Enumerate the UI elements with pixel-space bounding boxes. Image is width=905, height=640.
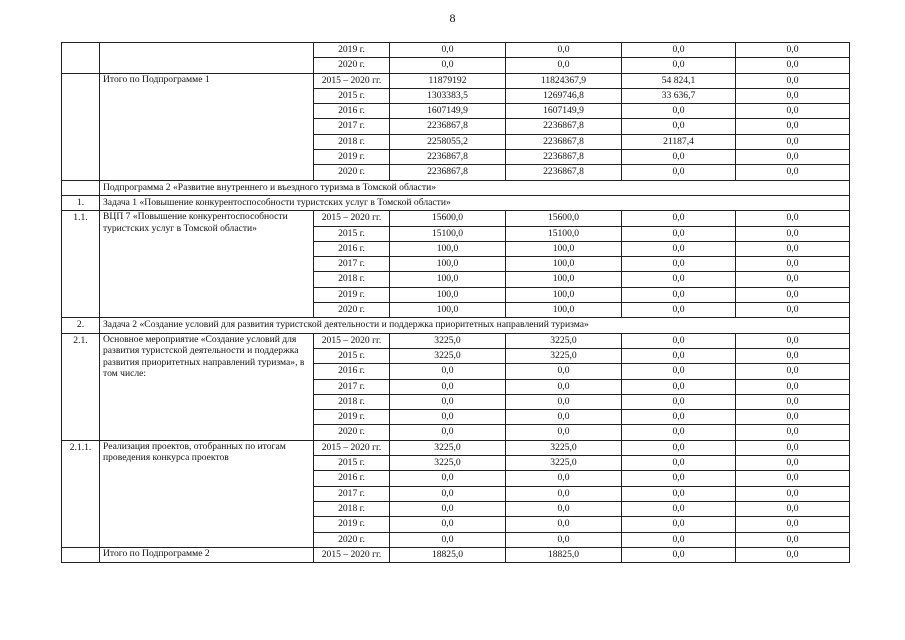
- year-cell: 2019 г.: [314, 287, 390, 302]
- regional-amount-cell: 33 636,7: [622, 88, 736, 103]
- other-amount-cell: 0,0: [736, 226, 850, 241]
- section-row: [62, 195, 850, 210]
- year-cell: 2019 г.: [314, 517, 390, 532]
- total-amount-cell: 0,0: [390, 43, 506, 58]
- total-amount-cell: 0,0: [390, 501, 506, 516]
- year-cell: 2017 г.: [314, 257, 390, 272]
- other-amount-cell: 0,0: [736, 43, 850, 58]
- other-amount-cell: 0,0: [736, 379, 850, 394]
- other-amount-cell: 0,0: [736, 333, 850, 348]
- other-amount-cell: 0,0: [736, 486, 850, 501]
- total-amount-cell: 0,0: [390, 379, 506, 394]
- item-number-cell: 1.1.: [62, 211, 100, 318]
- federal-amount-cell: 0,0: [506, 486, 622, 501]
- federal-amount-cell: 15100,0: [506, 226, 622, 241]
- other-amount-cell: 0,0: [736, 517, 850, 532]
- year-cell: 2018 г.: [314, 134, 390, 149]
- federal-amount-cell: 0,0: [506, 425, 622, 440]
- total-amount-cell: 3225,0: [390, 333, 506, 348]
- total-amount-cell: 3225,0: [390, 440, 506, 455]
- other-amount-cell: 0,0: [736, 425, 850, 440]
- other-amount-cell: 0,0: [736, 394, 850, 409]
- federal-amount-cell: 100,0: [506, 257, 622, 272]
- federal-amount-cell: 2236867,8: [506, 119, 622, 134]
- table-row: [62, 440, 850, 455]
- federal-amount-cell: 0,0: [506, 517, 622, 532]
- year-cell: 2017 г.: [314, 486, 390, 501]
- other-amount-cell: 0,0: [736, 58, 850, 73]
- year-cell: 2017 г.: [314, 119, 390, 134]
- year-cell: 2015 г.: [314, 348, 390, 363]
- other-amount-cell: 0,0: [736, 241, 850, 256]
- federal-amount-cell: 2236867,8: [506, 134, 622, 149]
- table-row: [62, 333, 850, 348]
- year-cell: 2015 – 2020 гг.: [314, 333, 390, 348]
- other-amount-cell: 0,0: [736, 456, 850, 471]
- federal-amount-cell: 0,0: [506, 364, 622, 379]
- federal-amount-cell: 0,0: [506, 394, 622, 409]
- total-amount-cell: 0,0: [390, 364, 506, 379]
- other-amount-cell: 0,0: [736, 410, 850, 425]
- year-cell: 2018 г.: [314, 394, 390, 409]
- regional-amount-cell: 0,0: [622, 104, 736, 119]
- year-cell: 2015 г.: [314, 88, 390, 103]
- year-cell: 2019 г.: [314, 150, 390, 165]
- regional-amount-cell: 0,0: [622, 471, 736, 486]
- federal-amount-cell: 11824367,9: [506, 73, 622, 88]
- other-amount-cell: 0,0: [736, 547, 850, 562]
- regional-amount-cell: 54 824,1: [622, 73, 736, 88]
- item-number-cell: 2.: [62, 318, 100, 333]
- item-name-cell: Итого по Подпрограмме 2: [100, 547, 314, 562]
- total-amount-cell: 100,0: [390, 303, 506, 318]
- year-cell: 2018 г.: [314, 501, 390, 516]
- year-cell: 2020 г.: [314, 303, 390, 318]
- other-amount-cell: 0,0: [736, 501, 850, 516]
- regional-amount-cell: 0,0: [622, 303, 736, 318]
- federal-amount-cell: 0,0: [506, 379, 622, 394]
- regional-amount-cell: 0,0: [622, 58, 736, 73]
- regional-amount-cell: 0,0: [622, 379, 736, 394]
- federal-amount-cell: 3225,0: [506, 333, 622, 348]
- other-amount-cell: 0,0: [736, 165, 850, 180]
- other-amount-cell: 0,0: [736, 104, 850, 119]
- regional-amount-cell: 0,0: [622, 486, 736, 501]
- federal-amount-cell: 100,0: [506, 287, 622, 302]
- regional-amount-cell: 0,0: [622, 410, 736, 425]
- federal-amount-cell: 0,0: [506, 58, 622, 73]
- year-cell: 2016 г.: [314, 104, 390, 119]
- total-amount-cell: 100,0: [390, 257, 506, 272]
- federal-amount-cell: 3225,0: [506, 348, 622, 363]
- year-cell: 2018 г.: [314, 272, 390, 287]
- regional-amount-cell: 0,0: [622, 241, 736, 256]
- regional-amount-cell: 0,0: [622, 150, 736, 165]
- year-cell: 2015 г.: [314, 456, 390, 471]
- federal-amount-cell: 1269746,8: [506, 88, 622, 103]
- regional-amount-cell: 0,0: [622, 517, 736, 532]
- total-amount-cell: 15100,0: [390, 226, 506, 241]
- total-amount-cell: 3225,0: [390, 348, 506, 363]
- total-amount-cell: 100,0: [390, 272, 506, 287]
- item-number-cell: [62, 73, 100, 180]
- regional-amount-cell: 0,0: [622, 425, 736, 440]
- total-amount-cell: 2236867,8: [390, 119, 506, 134]
- item-number-cell: 2.1.1.: [62, 440, 100, 547]
- total-amount-cell: 0,0: [390, 410, 506, 425]
- total-amount-cell: 0,0: [390, 425, 506, 440]
- year-cell: 2019 г.: [314, 410, 390, 425]
- federal-amount-cell: 0,0: [506, 532, 622, 547]
- total-amount-cell: 1607149,9: [390, 104, 506, 119]
- federal-amount-cell: 0,0: [506, 471, 622, 486]
- section-row: [62, 318, 850, 333]
- other-amount-cell: 0,0: [736, 119, 850, 134]
- other-amount-cell: 0,0: [736, 348, 850, 363]
- other-amount-cell: 0,0: [736, 303, 850, 318]
- item-number-cell: 1.: [62, 195, 100, 210]
- total-amount-cell: 0,0: [390, 517, 506, 532]
- other-amount-cell: 0,0: [736, 532, 850, 547]
- table-row: [62, 43, 850, 58]
- other-amount-cell: 0,0: [736, 272, 850, 287]
- total-amount-cell: 2236867,8: [390, 150, 506, 165]
- year-cell: 2015 – 2020 гг.: [314, 440, 390, 455]
- other-amount-cell: 0,0: [736, 88, 850, 103]
- table-row: [62, 73, 850, 88]
- regional-amount-cell: 0,0: [622, 226, 736, 241]
- federal-amount-cell: 18825,0: [506, 547, 622, 562]
- regional-amount-cell: 0,0: [622, 547, 736, 562]
- other-amount-cell: 0,0: [736, 471, 850, 486]
- federal-amount-cell: 100,0: [506, 303, 622, 318]
- table-row: [62, 547, 850, 562]
- other-amount-cell: 0,0: [736, 73, 850, 88]
- regional-amount-cell: 0,0: [622, 440, 736, 455]
- year-cell: 2020 г.: [314, 425, 390, 440]
- other-amount-cell: 0,0: [736, 257, 850, 272]
- regional-amount-cell: 0,0: [622, 394, 736, 409]
- total-amount-cell: 0,0: [390, 58, 506, 73]
- regional-amount-cell: 0,0: [622, 364, 736, 379]
- other-amount-cell: 0,0: [736, 150, 850, 165]
- item-name-cell: ВЦП 7 «Повышение конкурентоспособности туристских услуг в Томской области»: [100, 211, 314, 318]
- year-cell: 2015 – 2020 гг.: [314, 547, 390, 562]
- regional-amount-cell: 0,0: [622, 348, 736, 363]
- federal-amount-cell: 3225,0: [506, 456, 622, 471]
- total-amount-cell: 2258055,2: [390, 134, 506, 149]
- total-amount-cell: 0,0: [390, 471, 506, 486]
- year-cell: 2016 г.: [314, 364, 390, 379]
- federal-amount-cell: 2236867,8: [506, 150, 622, 165]
- regional-amount-cell: 0,0: [622, 501, 736, 516]
- regional-amount-cell: 0,0: [622, 43, 736, 58]
- total-amount-cell: 18825,0: [390, 547, 506, 562]
- budget-table: [61, 42, 850, 563]
- total-amount-cell: 2236867,8: [390, 165, 506, 180]
- federal-amount-cell: 2236867,8: [506, 165, 622, 180]
- year-cell: 2020 г.: [314, 58, 390, 73]
- federal-amount-cell: 100,0: [506, 272, 622, 287]
- regional-amount-cell: 21187,4: [622, 134, 736, 149]
- total-amount-cell: 100,0: [390, 287, 506, 302]
- total-amount-cell: 15600,0: [390, 211, 506, 226]
- total-amount-cell: 11879192: [390, 73, 506, 88]
- regional-amount-cell: 0,0: [622, 119, 736, 134]
- federal-amount-cell: 3225,0: [506, 440, 622, 455]
- federal-amount-cell: 15600,0: [506, 211, 622, 226]
- section-title-cell: Задача 1 «Повышение конкурентоспособности туристских услуг в Томской области»: [100, 195, 850, 210]
- total-amount-cell: 100,0: [390, 241, 506, 256]
- section-title-cell: Подпрограмма 2 «Развитие внутреннего и въездного туризма в Томской области»: [100, 180, 850, 195]
- other-amount-cell: 0,0: [736, 440, 850, 455]
- item-name-cell: Реализация проектов, отобранных по итогам проведения конкурса проектов: [100, 440, 314, 547]
- item-number-cell: 2.1.: [62, 333, 100, 440]
- year-cell: 2020 г.: [314, 532, 390, 547]
- item-name-cell: Основное мероприятие «Создание условий для развития туристской деятельности и поддержка развития приоритетных направлений туризма», в том числе:: [100, 333, 314, 440]
- regional-amount-cell: 0,0: [622, 456, 736, 471]
- regional-amount-cell: 0,0: [622, 165, 736, 180]
- year-cell: 2016 г.: [314, 241, 390, 256]
- federal-amount-cell: 1607149,9: [506, 104, 622, 119]
- table-row: [62, 211, 850, 226]
- total-amount-cell: 0,0: [390, 532, 506, 547]
- item-number-cell: [62, 43, 100, 74]
- year-cell: 2015 г.: [314, 226, 390, 241]
- total-amount-cell: 0,0: [390, 394, 506, 409]
- regional-amount-cell: 0,0: [622, 532, 736, 547]
- item-name-cell: Итого по Подпрограмме 1: [100, 73, 314, 180]
- year-cell: 2017 г.: [314, 379, 390, 394]
- regional-amount-cell: 0,0: [622, 287, 736, 302]
- regional-amount-cell: 0,0: [622, 211, 736, 226]
- total-amount-cell: 3225,0: [390, 456, 506, 471]
- section-row: [62, 180, 850, 195]
- page-number: 8: [449, 11, 456, 25]
- other-amount-cell: 0,0: [736, 134, 850, 149]
- year-cell: 2019 г.: [314, 43, 390, 58]
- federal-amount-cell: 0,0: [506, 43, 622, 58]
- year-cell: 2015 – 2020 гг.: [314, 73, 390, 88]
- regional-amount-cell: 0,0: [622, 257, 736, 272]
- other-amount-cell: 0,0: [736, 287, 850, 302]
- total-amount-cell: 0,0: [390, 486, 506, 501]
- item-name-cell: [100, 43, 314, 74]
- budget-table-body: [62, 43, 850, 563]
- federal-amount-cell: 100,0: [506, 241, 622, 256]
- year-cell: 2020 г.: [314, 165, 390, 180]
- year-cell: 2015 – 2020 гг.: [314, 211, 390, 226]
- item-number-cell: [62, 547, 100, 562]
- other-amount-cell: 0,0: [736, 211, 850, 226]
- federal-amount-cell: 0,0: [506, 410, 622, 425]
- total-amount-cell: 1303383,5: [390, 88, 506, 103]
- federal-amount-cell: 0,0: [506, 501, 622, 516]
- regional-amount-cell: 0,0: [622, 333, 736, 348]
- year-cell: 2016 г.: [314, 471, 390, 486]
- other-amount-cell: 0,0: [736, 364, 850, 379]
- regional-amount-cell: 0,0: [622, 272, 736, 287]
- item-number-cell: [62, 180, 100, 195]
- section-title-cell: Задача 2 «Создание условий для развития туристской деятельности и поддержка приоритетных направлений туризма»: [100, 318, 850, 333]
